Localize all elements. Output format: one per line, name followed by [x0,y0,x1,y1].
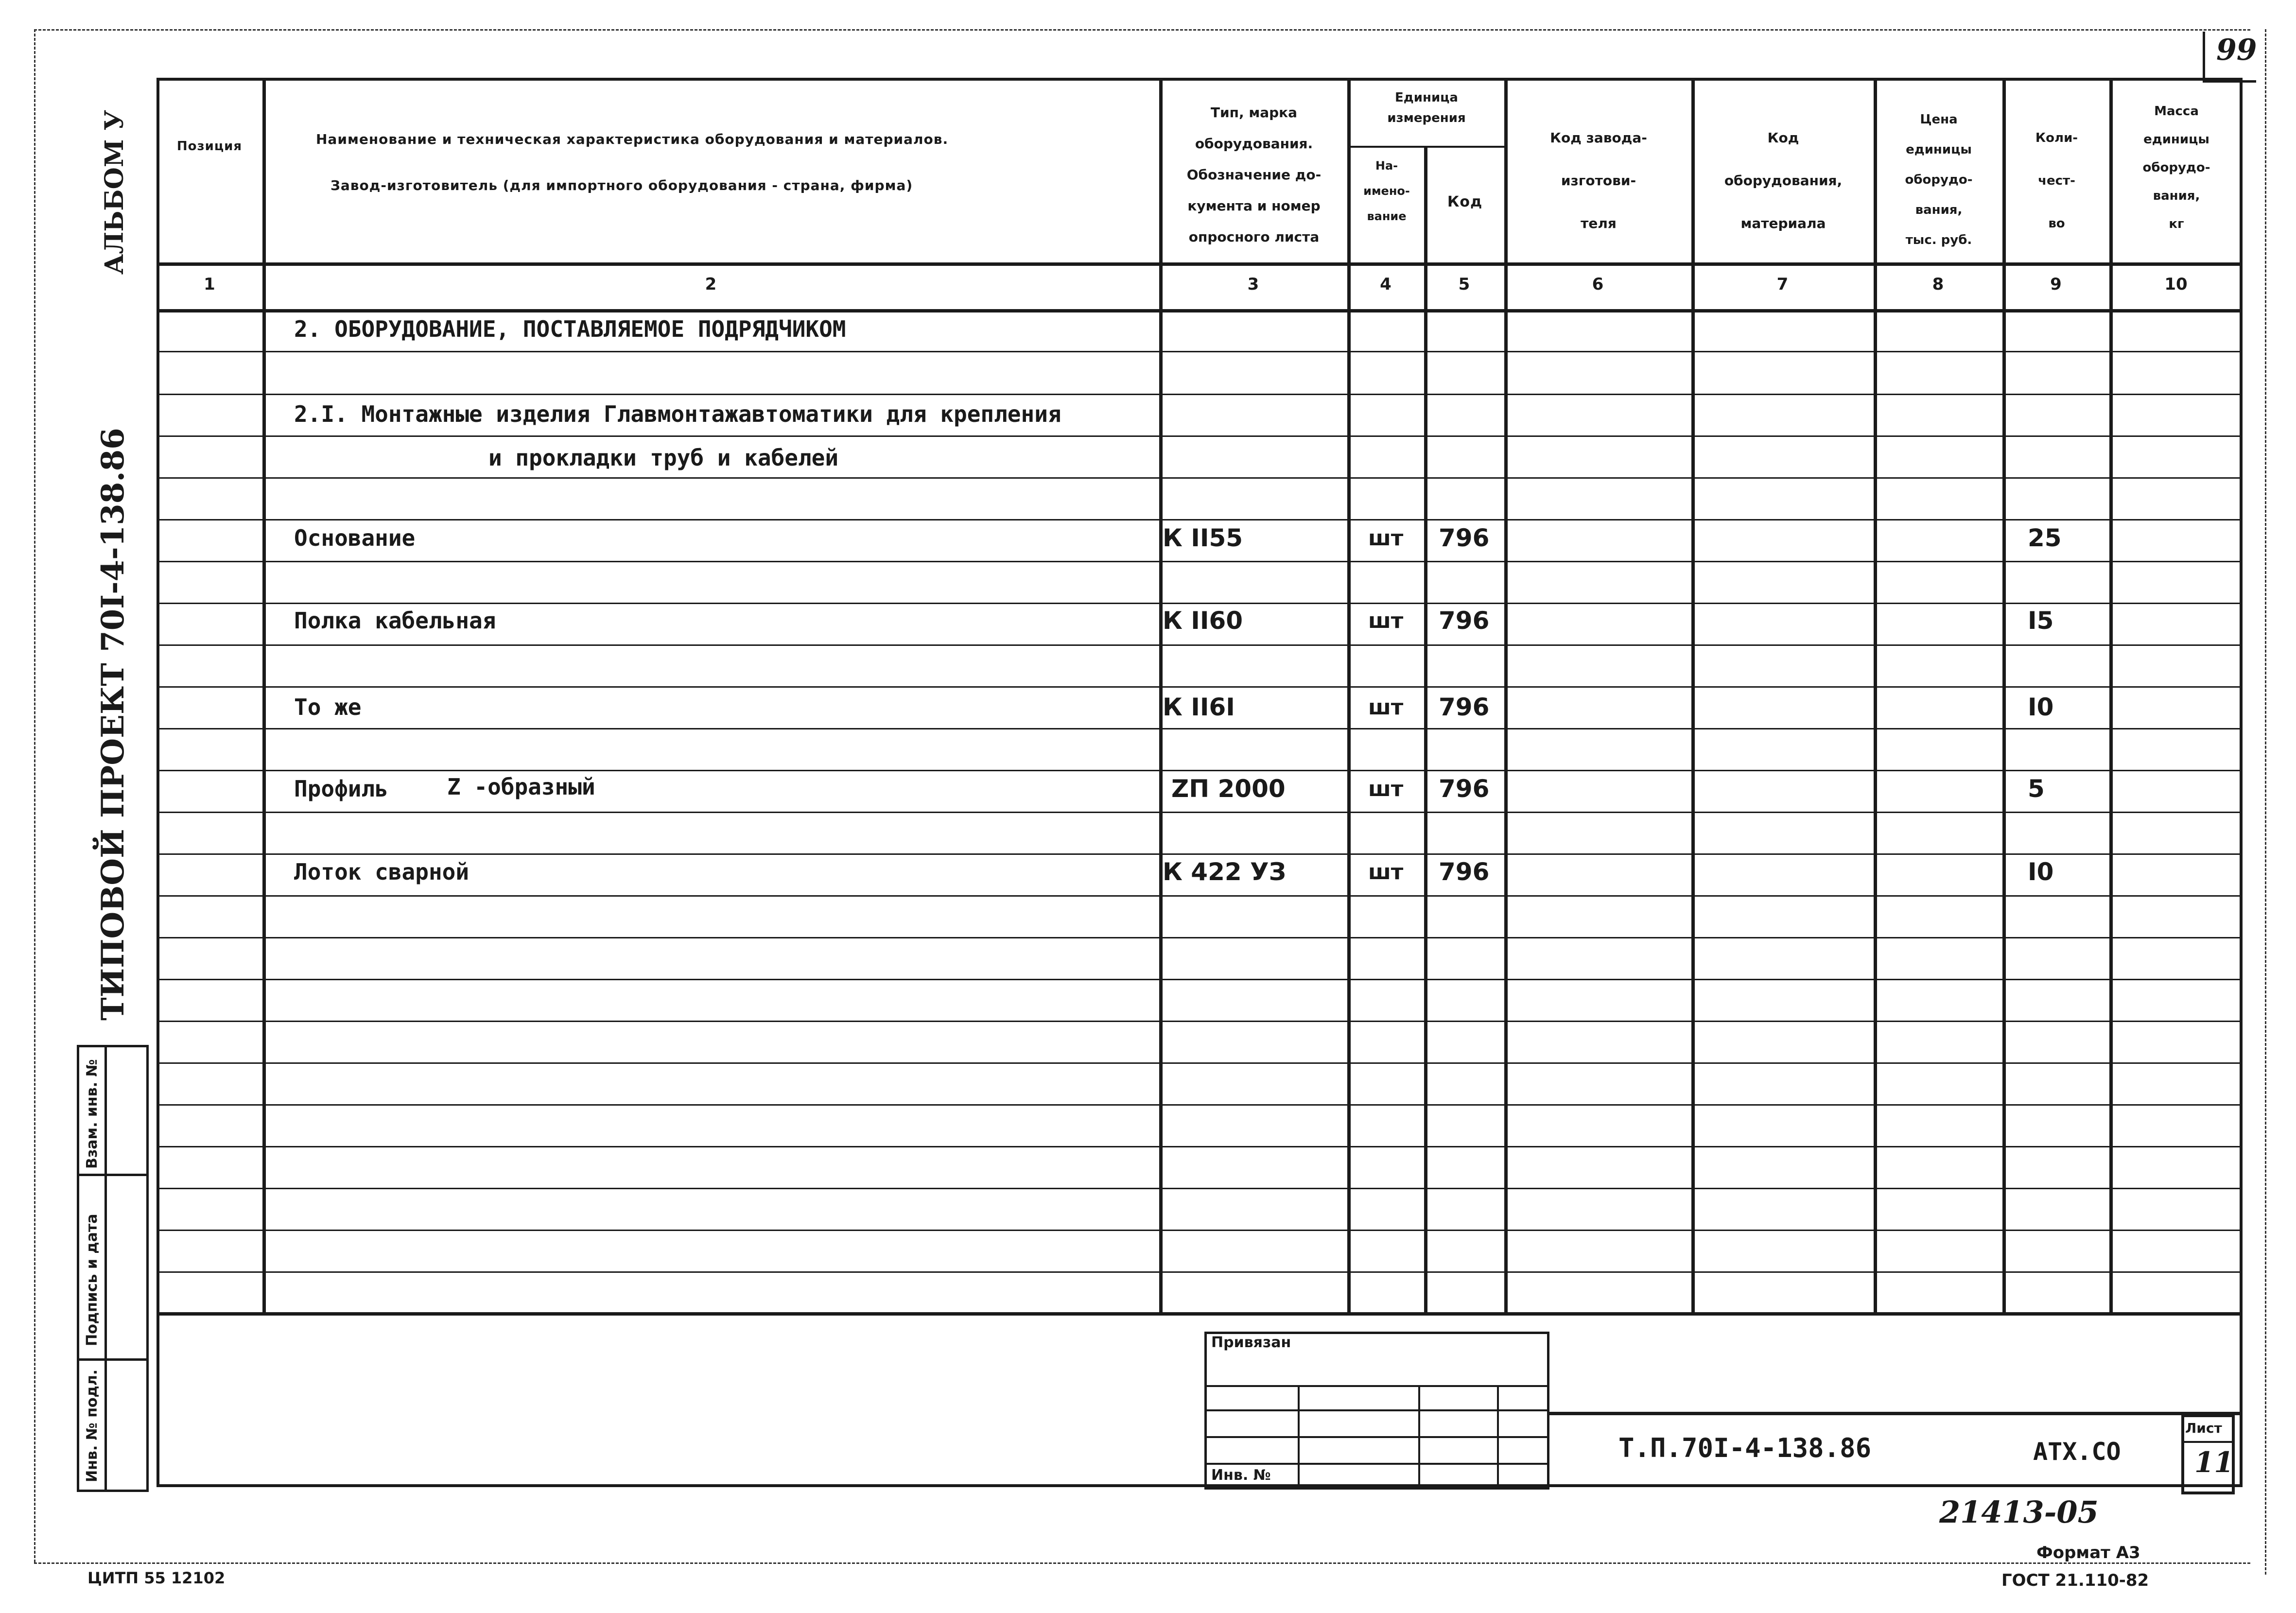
trim-line-left [34,29,35,1562]
header-mass-line1: Масса [2154,104,2199,119]
document-mark: АТХ.СО [2033,1438,2121,1466]
item-quantity: I0 [2028,858,2054,886]
sheet-number-handwritten: 99 [2216,33,2257,67]
column-number-5: 5 [1458,275,1470,294]
item-unit: шт [1368,777,1404,801]
header-mass-line4: вания, [2153,189,2200,203]
header-price-cell [1876,104,2002,255]
subsection-line1: 2.I. Монтажные изделия Главмонтажавтоматики для крепления [294,401,1061,427]
header-mass-line2: единицы [2143,132,2209,147]
column-number-10: 10 [2164,275,2188,294]
header-unit-name-line2: имено- [1363,184,1410,198]
header-unit-line1: Единица [1395,90,1458,105]
item-unit-code: 796 [1439,858,1490,886]
header-unit-name-line1: На- [1375,159,1398,173]
trim-line-right [2265,29,2266,1575]
header-position: Позиция [176,139,243,154]
item-type: К II55 [1163,524,1243,552]
header-unit-group [1349,87,1504,128]
header-price-line2: единицы [1906,142,1972,157]
stamp-signature-date: Подпись и дата [84,1214,101,1346]
column-number-3: 3 [1247,275,1259,294]
header-type-cell [1162,97,1346,253]
item-unit-code: 796 [1439,693,1490,721]
format-label: Формат А3 [2036,1543,2140,1562]
header-type-line4: кумента и номер [1187,198,1321,214]
header-equipment-code-line1: Код [1767,130,1799,146]
header-quantity-line1: Коли- [2035,131,2078,145]
header-name-line1: Наименование и техническая характеристика оборудования и материалов. [316,131,949,147]
section-title: 2. ОБОРУДОВАНИЕ, ПОСТАВЛЯЕМОЕ ПОДРЯДЧИКОМ [294,316,846,342]
item-unit: шт [1368,860,1404,885]
subsection-line2: и прокладки труб и кабелей [488,445,839,471]
column-number-8: 8 [1932,275,1944,294]
header-quantity-line2: чест- [2038,173,2075,188]
item-quantity: 5 [2028,775,2045,803]
inventory-label: Инв. № [1211,1467,1271,1484]
item-type: К 422 УЗ [1163,858,1287,886]
item-unit-code: 796 [1439,607,1490,635]
header-price-line5: тыс. руб. [1905,233,1972,247]
header-equipment-code-line3: материала [1740,215,1826,231]
header-mass-line3: оборудо- [2142,160,2210,175]
stamp-inventory-original: Инв. № подл. [84,1369,101,1482]
column-number-4: 4 [1380,275,1392,294]
header-name-line2: Завод-изготовитель (для импортного оборудования - страна, фирма) [330,177,913,193]
item-name: Полка кабельная [294,607,496,634]
column-number-9: 9 [2050,275,2062,294]
header-type-line3: Обозначение до- [1186,167,1322,183]
stamp-replaced-inv: Взам. инв. № [84,1059,101,1169]
column-number-1: 1 [204,275,215,294]
header-type-line1: Тип, марка [1210,104,1298,121]
item-unit-code: 796 [1439,524,1490,552]
header-mass-cell [2111,97,2242,238]
album-label: АЛЬБОМ У [100,110,129,275]
trim-line-top [34,29,2250,31]
column-number-6: 6 [1592,275,1604,294]
document-code: Т.П.70I-4-138.86 [1618,1433,1872,1463]
header-mass-line5: кг [2169,217,2184,231]
header-type-line5: опросного листа [1188,229,1320,245]
print-code: ЦИТП 55 12102 [87,1569,226,1587]
column-number-7: 7 [1776,275,1789,294]
header-quantity-cell [2004,117,2109,245]
item-quantity: I0 [2028,693,2054,721]
item-name: Профиль [294,776,388,802]
standard-label: ГОСТ 21.110-82 [2001,1571,2149,1590]
item-unit: шт [1368,526,1404,551]
header-unit-line2: измерения [1387,111,1466,125]
header-price-line3: оборудо- [1905,173,1973,187]
item-type: К II60 [1163,607,1243,635]
header-equipment-code-cell [1693,117,1873,245]
trim-line-bottom [34,1562,2250,1564]
item-type: ZП 2000 [1171,775,1286,803]
column-number-2: 2 [705,275,717,294]
item-unit-code: 796 [1439,775,1490,803]
header-type-line2: оборудования. [1195,136,1313,152]
item-name: Лоток сварной [294,859,470,885]
header-price-line4: вания, [1915,203,1963,217]
item-unit: шт [1368,695,1404,720]
header-equipment-code-line2: оборудования, [1724,173,1843,189]
header-unit-name-line3: вание [1367,209,1407,223]
header-price-line1: Цена [1920,112,1958,127]
item-unit: шт [1368,608,1404,633]
header-plant-code-cell [1506,117,1691,245]
item-name: То же [294,694,362,720]
item-quantity: I5 [2028,607,2054,635]
handwritten-code: 21413-05 [1939,1494,2099,1530]
item-type: К II6I [1163,693,1235,721]
item-name: Основание [294,525,416,551]
sheet-label: Лист [2185,1420,2222,1436]
header-plant-code-line1: Код завода- [1550,130,1647,146]
attached-label: Привязан [1211,1334,1291,1351]
item-name-suffix: Z -образный [447,774,595,800]
header-unit-name-cell [1349,153,1424,229]
header-unit-code: Код [1447,193,1483,210]
header-plant-code-line2: изготови- [1561,173,1636,189]
header-quantity-line3: во [2048,216,2065,231]
project-label: ТИПОВОЙ ПРОЕКТ 70I-4-138.86 [95,428,131,1021]
sheet-number: 11 [2194,1446,2234,1479]
header-plant-code-line3: теля [1581,215,1617,231]
item-quantity: 25 [2028,524,2062,552]
